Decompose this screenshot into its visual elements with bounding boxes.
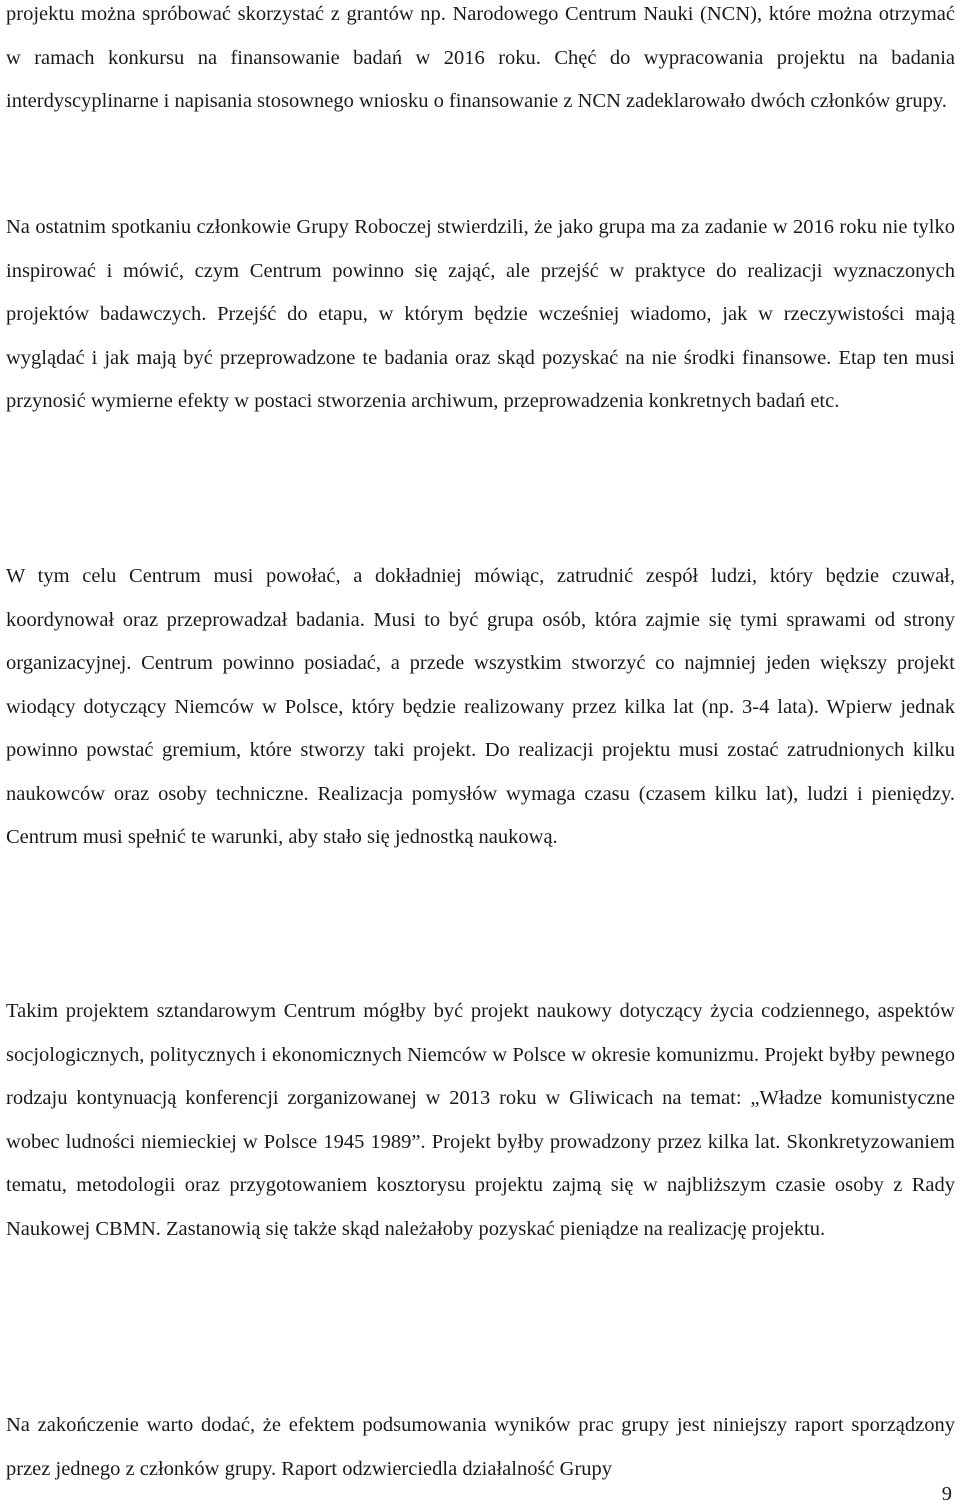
paragraph-working-group-meeting: Na ostatnim spotkaniu członkowie Grupy Roboczej stwierdzili, że jako grupa ma za zadanie w 2016 roku nie tylko inspirować i mówić, czym Centrum powinno się zająć, ale przejść w praktyce do realizacji wyznaczonych projektów badawczych. Przejść do etapu, w którym będzie wcześniej wiadomo, jak w rzeczywistości mają wyglądać i jak mają być przeprowadzone te badania oraz skąd pozyskać na nie środki finansowe. Etap ten musi przynosić wymierne efekty w postaci stworzenia archiwum, przeprowadzenia konkretnych badań etc. [6,216,955,412]
paragraph-flagship-project: Takim projektem sztandarowym Centrum mógłby być projekt naukowy dotyczący życia codziennego, aspektów socjologicznych, politycznych i ekonomicznych Niemców w Polsce w okresie komunizmu. Projekt byłby pewnego rodzaju kontynuacją konferencji zorganizowanej w 2013 roku w Gliwicach na temat: „Władze komunistyczne wobec ludności niemieckiej w Polsce 1945 1989”. Projekt byłby prowadzony przez kilka lat. Skonkretyzowaniem tematu, metodologii oraz przygotowaniem kosztorysu projektu zajmą się w najbliższym czasie osoby z Rady Naukowej CBMN. Zastanowią się także skąd należałoby pozyskać pieniądze na realizację projektu. [6,1000,955,1240]
paragraph-grants: projektu można spróbować skorzystać z grantów np. Narodowego Centrum Nauki (NCN), które można otrzymać w ramach konkursu na finansowanie badań w 2016 roku. Chęć do wypracowania projektu na badania interdyscyplinarne i napisania stosownego wniosku o finansowanie z NCN zadeklarowało dwóch członków grupy. [6,3,955,112]
page-number: 9 [941,1483,952,1505]
paragraph-conclusion: Na zakończenie warto dodać, że efektem podsumowania wyników prac grupy jest niniejszy raport sporządzony przez jednego z członków grupy. Raport odzwierciedla działalność Grupy [6,1414,955,1480]
paragraph-research-team: W tym celu Centrum musi powołać, a dokładniej mówiąc, zatrudnić zespół ludzi, który będzie czuwał, koordynował oraz przeprowadzał badania. Musi to być grupa osób, która zajmie się tymi sprawami od strony organizacyjnej. Centrum powinno posiadać, a przede wszystkim stworzyć co najmniej jeden większy projekt wiodący dotyczący Niemców w Polsce, który będzie realizowany przez kilka lat (np. 3-4 lata). Wpierw jednak powinno powstać gremium, które stworzy taki projekt. Do realizacji projektu musi zostać zatrudnionych kilku naukowców oraz osoby techniczne. Realizacja pomysłów wymaga czasu (czasem kilku lat), ludzi i pieniędzy. Centrum musi spełnić te warunki, aby stało się jednostką naukową. [6,565,955,848]
